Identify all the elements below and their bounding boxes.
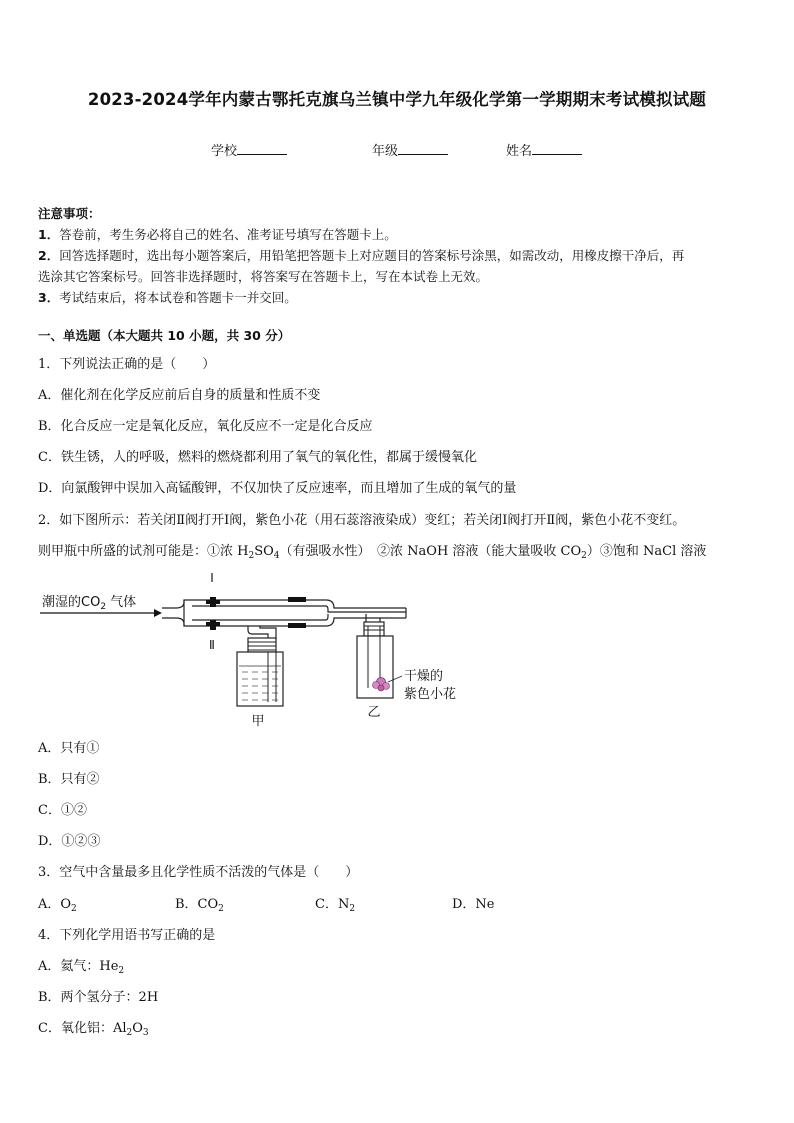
q3-option-b[interactable]: B．$CO_2$ bbox=[175, 897, 224, 914]
q3-option-d[interactable]: D．Ne bbox=[452, 897, 495, 912]
valve-2-label: Ⅱ bbox=[209, 638, 215, 652]
bottle-a bbox=[237, 638, 283, 729]
bottle-b-label: 乙 bbox=[367, 705, 381, 720]
school-field bbox=[211, 140, 287, 159]
q2-option-d[interactable]: D．①②③ bbox=[38, 834, 101, 849]
grade-label: 年级 bbox=[372, 144, 399, 159]
q4-option-c[interactable]: C．氧化铝：$Al_2O_3$ bbox=[38, 1021, 149, 1038]
grade-field bbox=[372, 140, 448, 159]
school-blank[interactable] bbox=[237, 142, 287, 155]
notes-block bbox=[38, 203, 760, 308]
q1-stem: 1．下列说法正确的是（ ） bbox=[38, 357, 216, 372]
flower-label-line1: 干燥的 bbox=[404, 669, 444, 684]
tube-clamp bbox=[288, 623, 306, 628]
school-label: 学校 bbox=[211, 144, 238, 159]
q1-option-b[interactable]: B．化合反应一定是氧化反应，氧化反应不一定是化合反应 bbox=[38, 419, 373, 434]
q1-option-d[interactable]: D．向氯酸钾中误加入高锰酸钾，不仅加快了反应速率，而且增加了生成的氧气的量 bbox=[38, 481, 517, 496]
q2-stem-line2: 则甲瓶中所盛的试剂可能是：①浓 $H_2SO_4$（有强吸水性） ②浓 NaOH 溶液（能大量吸收 $CO_2)③$饱和 NaCl 溶液 bbox=[38, 544, 707, 561]
flower-label-line2: 紫色小花 bbox=[404, 687, 457, 702]
page-title: 2023-2024学年内蒙古鄂托克旗乌兰镇中学九年级化学第一学期期末考试模拟试题 bbox=[87, 90, 707, 109]
q2-option-b[interactable]: B．只有② bbox=[38, 772, 100, 787]
section-heading: 一、单选题（本大题共 10 小题，共 30 分） bbox=[38, 328, 291, 343]
bottle-a-label: 甲 bbox=[251, 714, 265, 729]
note-item: 2．回答选择题时，选出每小题答案后，用铅笔把答题卡上对应题目的答案标号涂黑，如需改动，用橡皮擦干净后，再 bbox=[38, 248, 685, 263]
gas-label bbox=[42, 594, 136, 612]
tube-clamp bbox=[288, 597, 306, 602]
name-label: 姓名 bbox=[506, 144, 533, 159]
note-item: 1．答卷前，考生务必将自己的姓名、准考证号填写在答题卡上。 bbox=[38, 227, 397, 242]
q3-stem: 3．空气中含量最多且化学性质不活泼的气体是（ ） bbox=[38, 865, 359, 880]
q1-option-c[interactable]: C．铁生锈，人的呼吸，燃料的燃烧都利用了氧气的氧化性，都属于缓慢氧化 bbox=[38, 450, 477, 465]
notes-heading: 注意事项： bbox=[38, 206, 101, 221]
q4-option-a[interactable]: A．氦气：$He_2$ bbox=[38, 959, 125, 976]
grade-blank[interactable] bbox=[398, 142, 448, 155]
q4-option-b[interactable]: B．两个氢分子：2H bbox=[38, 990, 159, 1005]
name-field bbox=[506, 140, 582, 159]
q2-stem-line1: 2．如下图所示：若关闭Ⅱ阀打开Ⅰ阀，紫色小花（用石蕊溶液染成）变红；若关闭Ⅰ阀打开Ⅱ阀，紫色小花不变红。 bbox=[38, 513, 686, 528]
note-item: 选涂其它答案标号。回答非选择题时，将答案写在答题卡上，写在本试卷上无效。 bbox=[38, 269, 489, 284]
name-blank[interactable] bbox=[532, 142, 582, 155]
q2-option-c[interactable]: C．①② bbox=[38, 803, 87, 818]
q3-option-a[interactable]: A．$O_2$ bbox=[38, 897, 77, 914]
svg-text:潮湿的CO2 气体: 潮湿的$CO_2$ 气体 bbox=[42, 595, 137, 612]
q4-stem: 4．下列化学用语书写正确的是 bbox=[38, 928, 216, 943]
bottle-b bbox=[357, 622, 456, 720]
note-item: 3．考试结束后，将本试卷和答题卡一并交回。 bbox=[38, 290, 297, 305]
valve-2[interactable] bbox=[206, 620, 220, 652]
q2-option-a[interactable]: A．只有① bbox=[38, 741, 100, 756]
q3-option-c[interactable]: C．$N_2$ bbox=[315, 897, 356, 914]
valve-1[interactable] bbox=[206, 571, 220, 607]
q1-option-a[interactable]: A．催化剂在化学反应前后自身的质量和性质不变 bbox=[38, 388, 321, 403]
valve-1-label: Ⅰ bbox=[210, 571, 214, 585]
apparatus-diagram bbox=[36, 566, 466, 731]
